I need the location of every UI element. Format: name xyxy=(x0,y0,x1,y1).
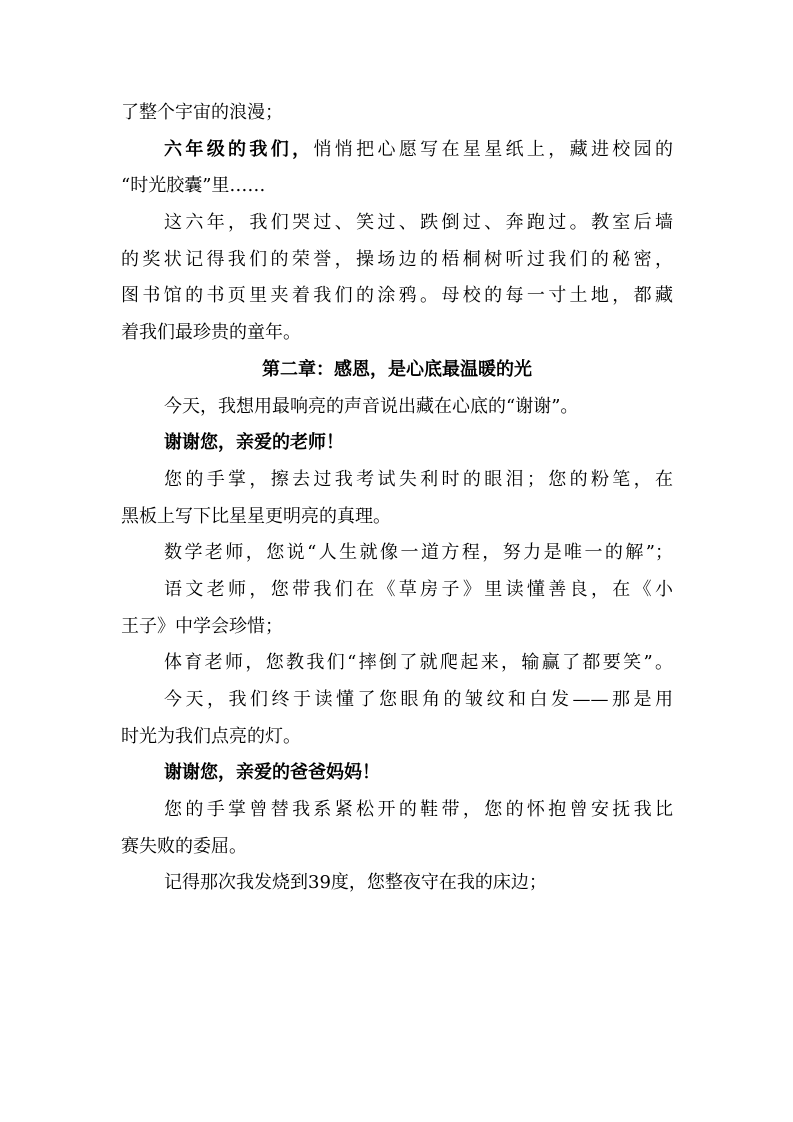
text-run: 悄悄把心愿写在星星纸上，藏进校园的 xyxy=(313,138,674,160)
document-body xyxy=(121,95,673,902)
bold-text-run: 谢谢您，亲爱的老师！ xyxy=(164,432,344,454)
chapter-heading xyxy=(121,352,673,389)
paragraph-line xyxy=(121,645,673,682)
text-run: 赛失败的委屈。 xyxy=(121,835,247,857)
bold-text-run: 六年级的我们， xyxy=(164,138,314,160)
paragraph-line xyxy=(121,425,673,462)
text-run: 您的手掌，擦去过我考试失利时的眼泪；您的粉笔，在 xyxy=(164,468,673,490)
chapter-heading-text: 第二章：感恩，是心底最温暖的光 xyxy=(262,358,532,380)
paragraph-line xyxy=(121,865,673,902)
text-run: 黑板上写下比星星更明亮的真理。 xyxy=(121,505,391,527)
text-run: 了整个宇宙的浪漫； xyxy=(121,102,283,123)
paragraph-line xyxy=(121,315,673,352)
paragraph-line xyxy=(121,719,673,756)
paragraph-line xyxy=(121,572,673,609)
paragraph-line xyxy=(121,829,673,866)
text-run: 记得那次我发烧到39度，您整夜守在我的床边； xyxy=(164,872,547,894)
text-run: 您的手掌曾替我系紧松开的鞋带，您的怀抱曾安抚我比 xyxy=(164,799,673,821)
paragraph-line xyxy=(121,168,673,205)
paragraph-line xyxy=(121,242,673,279)
paragraph-line xyxy=(121,535,673,572)
text-run: 的奖状记得我们的荣誉，操场边的梧桐树听过我们的秘密， xyxy=(121,248,673,270)
paragraph-line xyxy=(121,609,673,646)
text-run: 今天，我想用最响亮的声音说出藏在心底的“谢谢”。 xyxy=(164,395,579,417)
paragraph-line xyxy=(121,682,673,719)
paragraph-line xyxy=(121,499,673,536)
text-run: 着我们最珍贵的童年。 xyxy=(121,322,301,344)
text-run: 今天，我们终于读懂了您眼角的皱纹和白发——那是用 xyxy=(164,689,673,710)
text-run: 语文老师，您带我们在《草房子》里读懂善良，在《小 xyxy=(164,578,673,600)
text-run: 数学老师，您说“人生就像一道方程，努力是唯一的解”； xyxy=(164,542,673,564)
bold-text-run: 谢谢您，亲爱的爸爸妈妈！ xyxy=(164,762,380,784)
text-run: 这六年，我们哭过、笑过、跌倒过、奔跑过。教室后墙 xyxy=(164,212,673,234)
text-run: 王子》中学会珍惜； xyxy=(121,615,283,637)
text-run: “时光胶囊”里…… xyxy=(121,175,266,197)
text-run: 时光为我们点亮的灯。 xyxy=(121,725,301,747)
text-run: 体育老师，您教我们“摔倒了就爬起来，输赢了都要笑”。 xyxy=(164,652,673,674)
paragraph-line xyxy=(121,792,673,829)
text-run: 图书馆的书页里夹着我们的涂鸦。母校的每一寸土地，都藏 xyxy=(121,285,673,307)
paragraph-line xyxy=(121,205,673,242)
paragraph-line xyxy=(121,462,673,499)
paragraph-line xyxy=(121,132,673,169)
paragraph-line xyxy=(121,278,673,315)
paragraph-line xyxy=(121,389,673,426)
paragraph-line xyxy=(121,95,673,132)
paragraph-line xyxy=(121,755,673,792)
